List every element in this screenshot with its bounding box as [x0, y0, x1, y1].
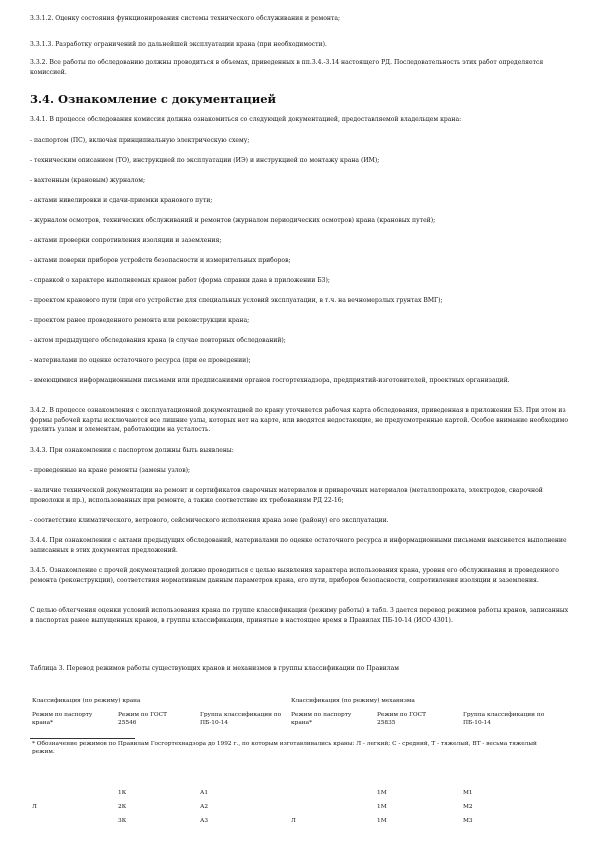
table-cell: 2К — [118, 804, 127, 810]
list-item: - паспортом (ПС), включая принципиальную электрическую схему; — [30, 137, 250, 144]
table-header: Режим по ГОСТ 25835 — [377, 712, 426, 726]
table-cell: М1 — [463, 790, 473, 796]
list-item: - проектом кранового пути (при его устройстве для специальных условий эксплуатации, в т.ч. на вечномерзлых грунтах ВМГ); — [30, 297, 443, 304]
list-item: - техническим описанием (ТО), инструкцией по эксплуатации (ИЭ) и инструкцией по монтажу крана (ИМ); — [30, 157, 380, 164]
table-cell: 1М — [377, 804, 387, 810]
paragraph: 3.4.5. Ознакомление с прочей документацией должно проводиться с целью выявления характера использования крана, уровня его обслуживания и проведенного ремонта (реконструкции), соответствия нормативным данным параметров крана, его пути, приборов безопасности, сопротивления изоляции и заземления. — [30, 567, 559, 584]
table-caption: Таблица 3. Перевод режимов работы существующих кранов и механизмов в группы классификации по Правилам — [30, 665, 399, 672]
table-cell: А3 — [200, 818, 209, 824]
table-header: Группа классификации по ПБ-10-14 — [200, 712, 282, 726]
table-header: Группа классификации по ПБ-10-14 — [463, 712, 545, 726]
list-item: - наличие технической документации на ремонт и сертификатов сварочных материалов и приварочных материалов (металлопроката, электродов, сварочной проволоки и пр.), использованных при ремонте, а также соответствие их требованиям РД 22-16; — [30, 487, 543, 504]
table-cell: 1М — [377, 818, 387, 824]
list-item: - проведенные на кране ремонты (замены узлов); — [30, 467, 191, 474]
paragraph: 3.3.1.3. Разработку ограничений по дальнейшей эксплуатации крана (при необходимости). — [30, 41, 327, 48]
table-header: Режим по ГОСТ 25546 — [118, 712, 167, 726]
table-group-header: Классификация (по режиму) механизма — [291, 698, 415, 704]
list-item: - журналом осмотров, технических обслуживаний и ремонтов (журналом периодических осмотров) крана (крановых путей); — [30, 217, 436, 224]
table-cell: М3 — [463, 818, 473, 824]
table-group-header: Классификация (по режиму) крана — [32, 698, 141, 704]
list-item: - соответствие климатического, ветрового, сейсмического исполнения крана зоне (району) его эксплуатации. — [30, 517, 389, 524]
list-item: - актом предыдущего обследования крана (в случае повторных обследований); — [30, 337, 286, 344]
table-cell: Л — [291, 818, 296, 824]
table-cell: 3К — [118, 818, 127, 824]
paragraph: 3.4.2. В процессе ознакомления с эксплуатационной документацией по крану уточняется рабочая карта обследования, приведенная в приложении Б3. При этом из формы рабочей карты исключаются все лишние узлы, которых нет на карте, или вводятся недостающие, не предусмотренные картой. Особое внимание необходимо уделить узлам и элементам, работающим на усталость. — [30, 407, 569, 434]
list-item: - вахтенным (крановым) журналом; — [30, 177, 146, 184]
paragraph: 3.4.1. В процессе обследования комиссия должна ознакомиться со следующей документацией, предоставляемой владельцем крана: — [30, 116, 462, 123]
table-cell: А2 — [200, 804, 209, 810]
paragraph: 3.4.4. При ознакомлении с актами предыдущих обследований, материалами по оценке остаточного ресурса и информационными письмами выясняется выполнение записанных в этих документах предложений. — [30, 537, 567, 554]
table-cell: 1М — [377, 790, 387, 796]
list-item: - имеющимися информационными письмами или предписаниями органов госгортехнадзора, предприятий-изготовителей, проектных организаций. — [30, 377, 510, 384]
section-heading: 3.4. Ознакомление с документацией — [30, 92, 277, 106]
paragraph: 3.3.1.2. Оценку состояния функционирования системы технического обслуживания и ремонта; — [30, 15, 341, 22]
table-header: Режим по паспорту крана* — [32, 712, 93, 726]
table-cell: А1 — [200, 790, 209, 796]
table-footnote: * Обозначение режимов по Правилам Госгортехнадзора до 1992 г., по которым изготавливались краны: Л - легкий; С - средний, Т - тяжелый, ВТ - весьма тяжелый режим. — [32, 741, 537, 755]
paragraph: 3.3.2. Все работы по обследованию должны проводиться в объемах, приведенных в пп.3.4.-3.14 настоящего РД. Последовательность этих работ определяется комиссией. — [30, 59, 544, 76]
list-item: - справкой о характере выполняемых краном работ (форма справки дана в приложении Б3); — [30, 277, 330, 284]
table-cell: 1К — [118, 790, 127, 796]
table-cell: Л — [32, 804, 37, 810]
list-item: - проектом ранее проведенного ремонта или реконструкции крана; — [30, 317, 250, 324]
paragraph: 3.4.3. При ознакомлении с паспортом должны быть выявлены: — [30, 447, 234, 454]
footnote-rule — [30, 738, 135, 739]
list-item: - актами проверки сопротивления изоляции и заземления; — [30, 237, 222, 244]
paragraph: С целью облегчения оценки условий использования крана по группе классификации (режиму работы) в табл. 3 дается перевод режимов работы кранов, записанных в паспортах ранее выпущенных кранов, в группы классификации, принятые в настоящее время в Правилах ПБ-10-14 (ИСО 4301). — [30, 607, 569, 624]
table-header: Режим по паспорту крана* — [291, 712, 352, 726]
list-item: - материалами по оценке остаточного ресурса (при ее проведении); — [30, 357, 251, 364]
classification-table — [30, 698, 570, 848]
table-cell: М2 — [463, 804, 473, 810]
list-item: - актами нивелировки и сдачи-приемки кранового пути; — [30, 197, 213, 204]
list-item: - актами поверки приборов устройств безопасности и измерительных приборов; — [30, 257, 291, 264]
